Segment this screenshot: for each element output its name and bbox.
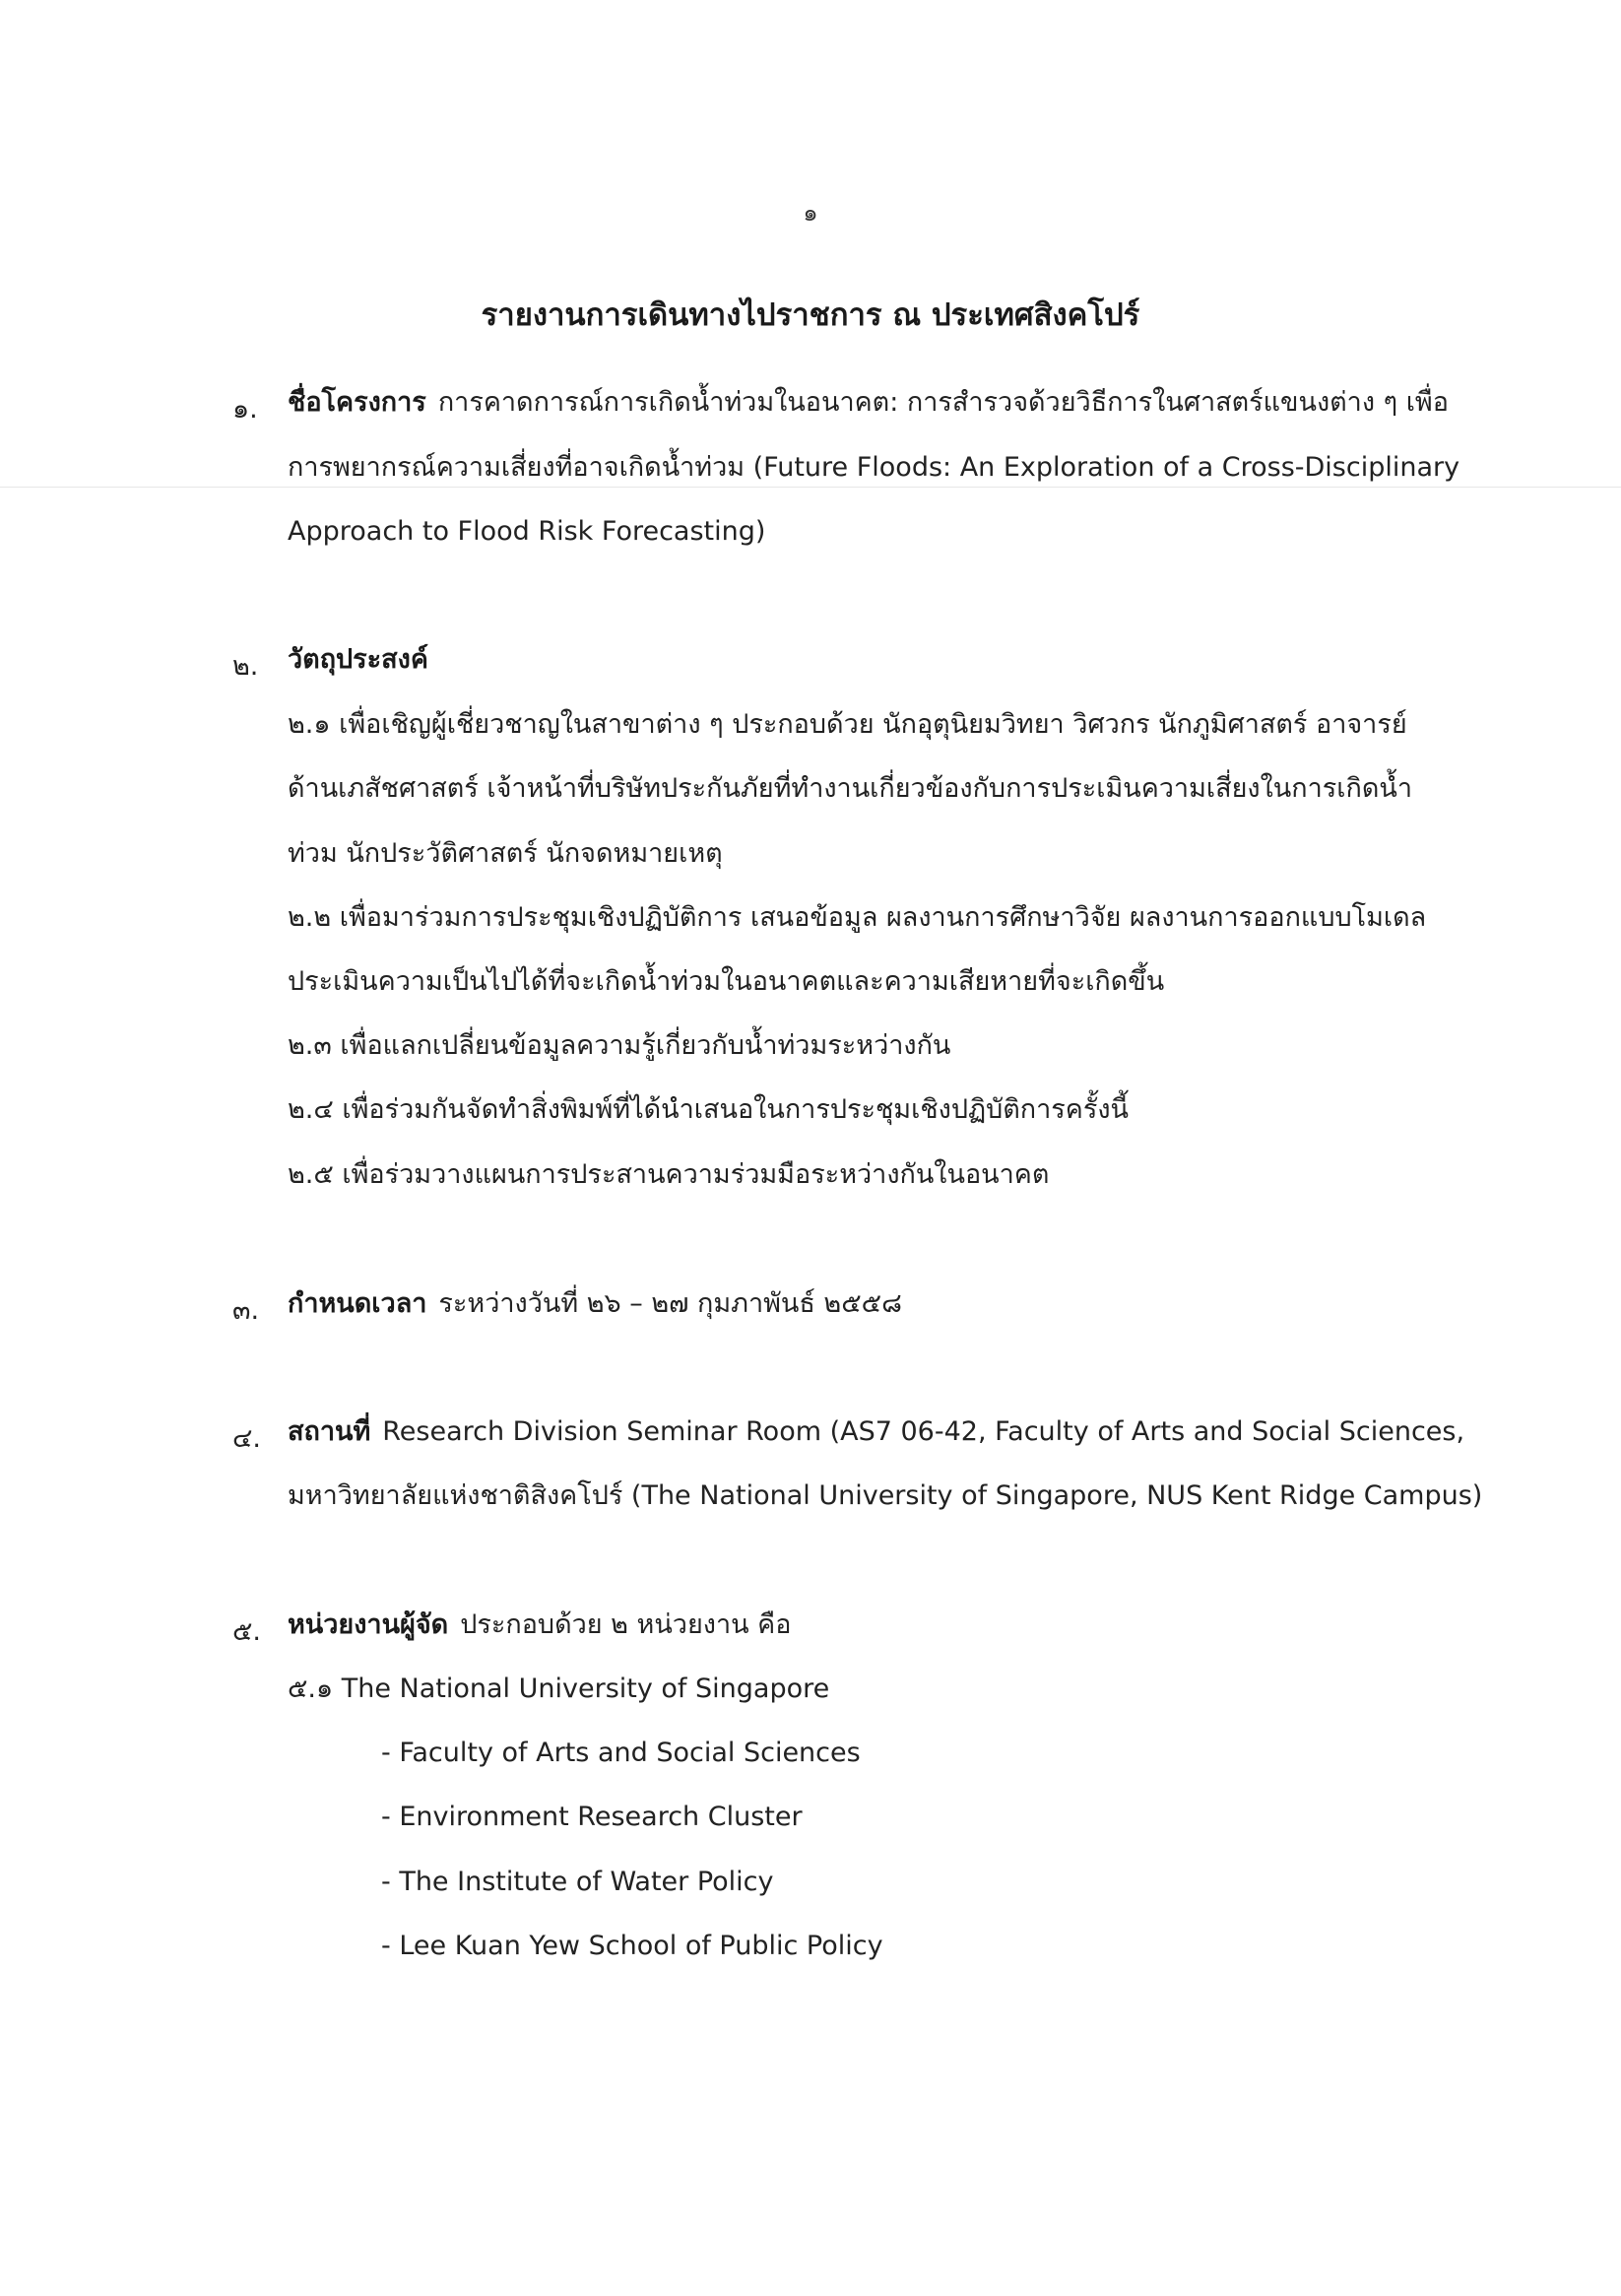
section-2-line-6: ๒.๓ เพื่อแลกเปลี่ยนข้อมูลความรู้เกี่ยวกับน้ำท่วมระหว่างกัน [288, 1030, 951, 1061]
section-5-text: ประกอบด้วย ๒ หน่วยงาน คือ [460, 1609, 792, 1640]
section-2-line-7: ๒.๔ เพื่อร่วมกันจัดทำสิ่งพิมพ์ที่ได้นำเสนอในการประชุมเชิงปฏิบัติการครั้งนี้ [288, 1094, 1129, 1125]
document-title: รายงานการเดินทางไปราชการ ณ ประเทศสิงคโปร์ [481, 297, 1140, 333]
scan-divider [0, 487, 1621, 488]
section-5-sub-heading: ๕.๑ The National University of Singapore [288, 1673, 830, 1704]
section-3-number: ๓. [232, 1295, 260, 1326]
section-5-item-3: - The Institute of Water Policy [381, 1867, 774, 1897]
page-number: ๑ [803, 199, 818, 227]
section-5-number: ๕. [232, 1616, 262, 1647]
section-1-heading: ชื่อโครงการ [288, 387, 426, 418]
section-1-text-1: การคาดการณ์การเกิดน้ำท่วมในอนาคต: การสำรวจด้วยวิธีการในศาสตร์แขนงต่าง ๆ เพื่อ [437, 387, 1449, 418]
section-4-line-1 [288, 1416, 1464, 1448]
section-4-heading: สถานที่ [288, 1416, 371, 1447]
section-4-number: ๔. [232, 1423, 262, 1454]
section-2-line-8: ๒.๕ เพื่อร่วมวางแผนการประสานความร่วมมือระหว่างกันในอนาคต [288, 1159, 1050, 1190]
section-5-item-2: - Environment Research Cluster [381, 1802, 803, 1832]
section-1-line-3: Approach to Flood Risk Forecasting) [288, 516, 766, 547]
section-2-line-1: ๒.๑ เพื่อเชิญผู้เชี่ยวชาญในสาขาต่าง ๆ ประกอบด้วย นักอุตุนิยมวิทยา วิศวกร นักภูมิศาสตร์ อาจารย์ [288, 709, 1407, 740]
section-3-line [288, 1288, 902, 1320]
section-3-text: ระหว่างวันที่ ๒๖ – ๒๗ กุมภาพันธ์ ๒๕๕๘ [438, 1288, 902, 1319]
section-5-heading: หน่วยงานผู้จัด [288, 1609, 449, 1640]
section-5-item-4: - Lee Kuan Yew School of Public Policy [381, 1931, 883, 1961]
section-2-line-4: ๒.๒ เพื่อมาร่วมการประชุมเชิงปฏิบัติการ เสนอข้อมูล ผลงานการศึกษาวิจัย ผลงานการออกแบบโมเดล [288, 902, 1427, 933]
section-2-line-5: ประเมินความเป็นไปได้ที่จะเกิดน้ำท่วมในอนาคตและความเสียหายที่จะเกิดขึ้น [288, 966, 1165, 997]
section-2-line-2: ด้านเภสัชศาสตร์ เจ้าหน้าที่บริษัทประกันภัยที่ทำงานเกี่ยวข้องกับการประเมินความเสี่ยงในการเกิดน้ำ [288, 773, 1412, 804]
section-4-text-1: Research Division Seminar Room (AS7 06-42, Faculty of Arts and Social Sciences, [382, 1416, 1465, 1447]
section-2-number: ๒. [232, 651, 259, 682]
section-3-heading: กำหนดเวลา [288, 1288, 427, 1319]
section-1-line-1 [288, 387, 1449, 419]
section-5-item-1: - Faculty of Arts and Social Sciences [381, 1738, 861, 1768]
section-2-line-3: ท่วม นักประวัติศาสตร์ นักจดหมายเหตุ [288, 838, 723, 869]
section-4-line-2: มหาวิทยาลัยแห่งชาติสิงคโปร์ (The National University of Singapore, NUS Kent Ridge Campus) [288, 1480, 1483, 1511]
section-2-heading: วัตถุประสงค์ [288, 644, 428, 675]
section-1-number: ๑. [232, 394, 258, 425]
section-1-line-2: การพยากรณ์ความเสี่ยงที่อาจเกิดน้ำท่วม (Future Floods: An Exploration of a Cross-Disciplinary [288, 452, 1460, 483]
section-5-line [288, 1609, 791, 1641]
